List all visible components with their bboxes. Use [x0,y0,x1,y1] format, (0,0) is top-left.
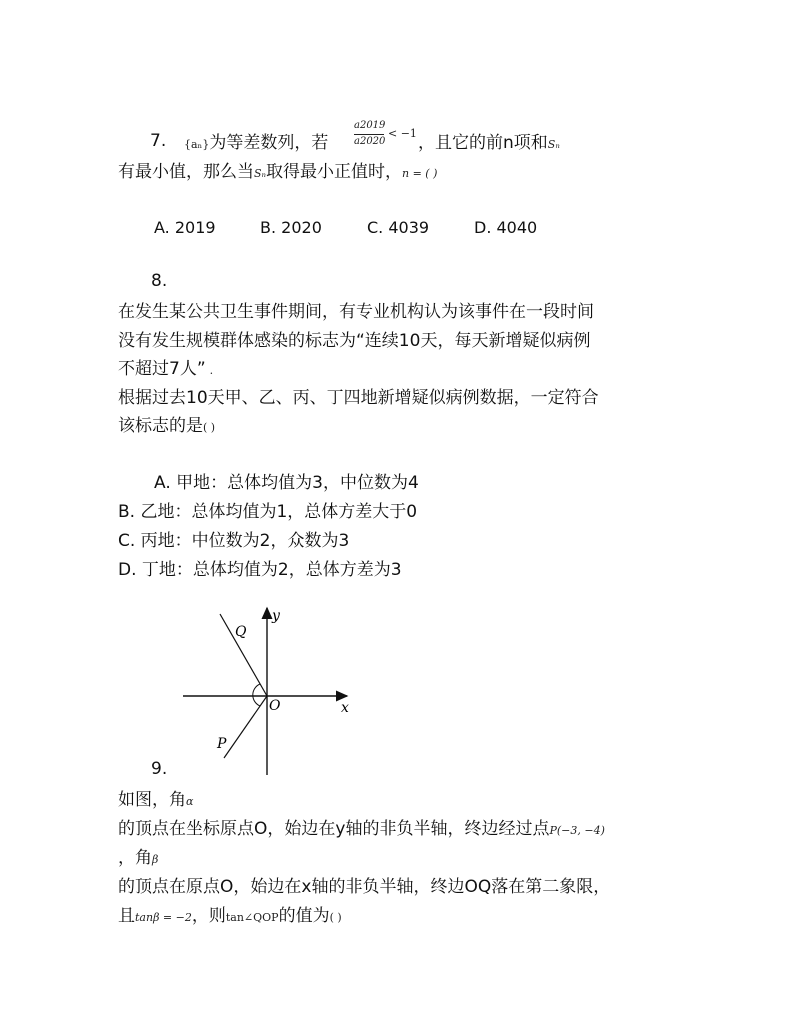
label-p: P [217,736,227,752]
q9-number: 9. [151,759,168,779]
alpha-symbol: α [186,795,194,808]
q7-option-c[interactable]: C. 4039 [367,218,430,237]
q8-line4: 根据过去10天甲、乙、丙、丁四地新增疑似病例数据，一定符合 [118,388,599,408]
q7-option-b[interactable]: B. 2020 [260,218,322,237]
q9-line5-c: 的值为 [278,906,330,926]
q9-line5-a: 且 [118,906,135,926]
q8-line5-text: 该标志的是 [118,416,203,436]
q8-option-c[interactable]: C. 丙地：中位数为2，众数为3 [118,531,350,551]
sn-symbol-2: Sₙ [254,167,266,180]
q9-line3-text: ，角 [118,848,152,868]
q8-line5 [118,414,215,440]
q9-paren: ( ) [329,911,342,924]
beta-symbol: β [152,853,159,866]
q8-dot: . [209,364,214,377]
n-equals: n = ( ) [402,167,438,180]
coordinate-figure [175,600,375,780]
fraction-numerator: a2019 [354,120,386,131]
q8-option-a[interactable]: A. 甲地：总体均值为3，中位数为4 [154,473,419,493]
q9-line2-text: 的顶点在坐标原点O，始边在y轴的非负半轴，终边经过点 [118,819,550,839]
q7-option-a[interactable]: A. 2019 [154,218,216,237]
fraction-relation: < −1 [388,127,417,140]
label-origin: O [269,698,281,714]
q8-line3-text: 不超过7人” [118,359,206,379]
q7-text3: 有最小值，那么当 [118,162,254,182]
q8-number: 8. [151,271,168,291]
fraction-bar [354,134,384,135]
q7-text2: ，且它的前n项和 [418,133,548,153]
q8-line1: 在发生某公共卫生事件期间，有专业机构认为该事件在一段时间 [118,302,594,322]
q8-option-d[interactable]: D. 丁地：总体均值为2，总体方差为3 [118,560,402,580]
q9-line4: 的顶点在原点O，始边在x轴的非负半轴，终边OQ落在第二象限， [118,877,611,897]
q8-line3 [118,357,213,383]
fraction-denominator: a2020 [354,136,386,147]
q7-option-d[interactable]: D. 4040 [474,218,538,237]
q7-line1 [184,131,328,157]
q9-line2 [118,817,605,843]
tan-qop: tan∠QOP [225,911,279,924]
q8-paren: ( ) [203,421,216,434]
q9-line5 [118,904,342,930]
q9-line3 [118,846,158,872]
ray-op [224,696,267,758]
tan-beta: tanβ = −2 [135,911,192,924]
label-x: x [341,700,349,716]
sequence-symbol: {aₙ} [184,138,210,151]
label-y: y [272,608,280,624]
point-p: P(−3, −4) [549,824,605,837]
angle-arc [253,684,260,706]
q9-line1 [118,788,193,814]
q9-line5-b: ，则 [191,906,226,926]
q7-text4: 取得最小正值时， [266,162,402,182]
sn-symbol: Sₙ [547,138,560,151]
q8-line2: 没有发生规模群体感染的标志为“连续10天，每天新增疑似病例 [118,331,591,351]
q7-line1-cont [418,131,560,157]
q8-option-b[interactable]: B. 乙地：总体均值为1，总体方差大于0 [118,502,418,522]
label-q: Q [235,624,247,640]
q9-line1-text: 如图，角 [118,790,186,810]
q7-line2 [118,160,437,186]
q7-text1: 为等差数列，若 [209,133,329,153]
q7-number: 7. [150,131,167,151]
